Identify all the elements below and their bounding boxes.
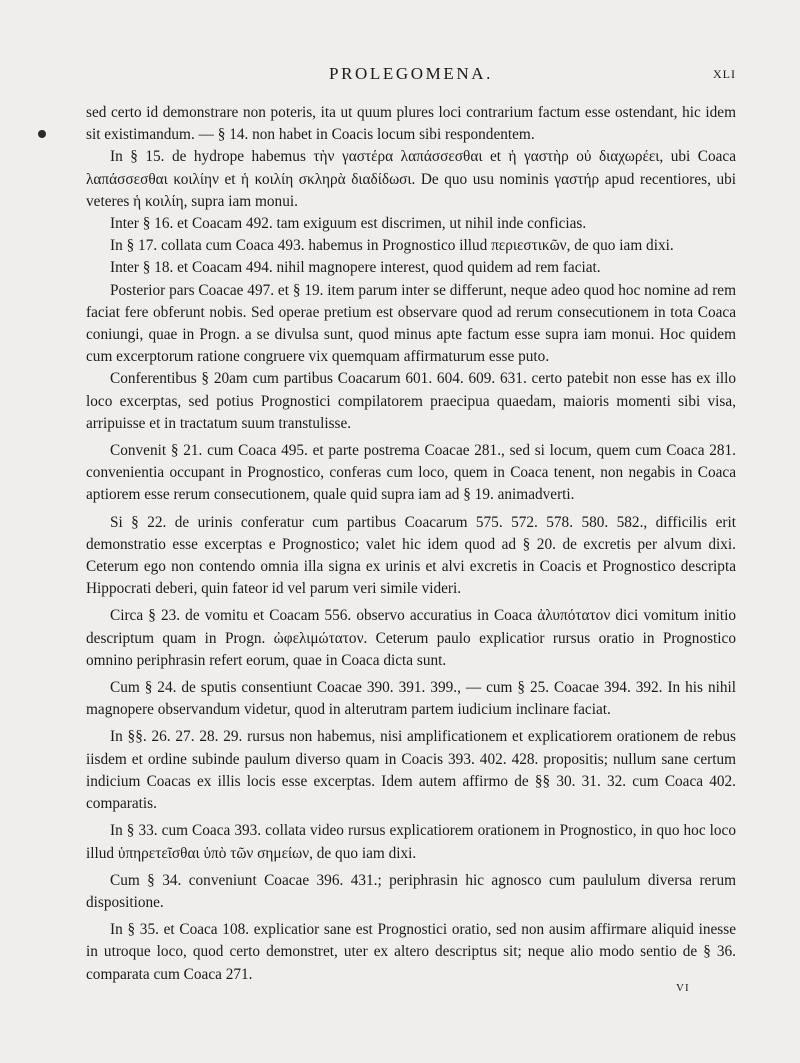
body-text — [86, 102, 736, 986]
paragraph: Convenit § 21. cum Coaca 495. et parte postrema Coacae 281., sed si locum, quem cum Coaca 281. convenientia occupant in Prognostico, conferas cum loco, quem in Coaca tenent, non negabis in Coaca aptiorem esse rerum consecutionem, quale quid supra iam ad § 19. animadverti. — [86, 442, 736, 504]
paragraph: Circa § 23. de vomitu et Coacam 556. observo accuratius in Coaca ἀλυπότατον dici vomitum initio descriptum quam in Progn. ὠφελιμώτατον. Ceterum paulo explicatior rursus oratio in Prognostico omnino periphrasin refert eorum, quae in Coaca dicta sunt. — [86, 607, 736, 669]
paragraph: In § 35. et Coaca 108. explicatior sane est Prognostici oratio, sed non ausim affirmare aliquid inesse in utroque loco, quod certo demonstret, uter ex altero descriptus sit; neque alio modo sentio de § 36. comparata cum Coaca 271. — [86, 921, 736, 983]
signature-mark: VI — [676, 982, 690, 994]
paragraph: Posterior pars Coacae 497. et § 19. item parum inter se differunt, neque adeo quod hoc nomine ad rem faciat fere obferunt nobis. Sed operae pretium est observare quod ad rerum consecutionem in tota Coaca coniungi, quae in Progn. a se divulsa sunt, quod minus apte factum esse supra iam monui. Hoc quidem cum excerptorum ratione congruere vix quemquam affirmaturum esse puto. — [86, 281, 736, 366]
paragraph: sed certo id demonstrare non poteris, ita ut quum plures loci contrarium factum esse ostendant, hic idem sit existimandum. — § 14. non habet in Coacis locum sibi respondentem. — [86, 104, 736, 144]
paragraph: In § 33. cum Coaca 393. collata video rursus explicatiorem orationem in Prognostico, in quo hoc loco illud ὑπηρετεῖσθαι ὑπὸ τῶν σημείων, de quo iam dixi. — [86, 822, 736, 862]
paragraph: In §§. 26. 27. 28. 29. rursus non habemus, nisi amplificationem et explicatiorem orationem de rebus iisdem et ordine subinde paulum diverso quam in Coacis 393. 402. 428. propositis; nullum sane certum indicium Coacas ex illis locis esse excerptas. Idem autem affirmo de §§ 30. 31. 32. cum Coaca 402. comparatis. — [86, 728, 736, 813]
paragraph: In § 17. collata cum Coaca 493. habemus in Prognostico illud περιεστικῶν, de quo iam dixi. — [110, 237, 674, 255]
paragraph: In § 15. de hydrope habemus τὴν γαστέρα λαπάσσεσθαι et ἡ γαστὴρ οὐ διαχωρέει, ubi Coaca λαπάσσεσθαι κοιλίην et ἡ κοιλίη σκληρὰ διαδίδωσι. De quo usu nominis γαστήρ apud recentiores, ubi veteres ἡ κοιλίη, supra iam monui. — [86, 148, 736, 210]
paragraph: Inter § 16. et Coacam 492. tam exiguum est discrimen, ut nihil inde conficias. — [110, 215, 587, 233]
paragraph: Cum § 24. de sputis consentiunt Coacae 390. 391. 399., — cum § 25. Coacae 394. 392. In his nihil magnopere observandum videtur, quod in alterutram partem iudicium inclinare faciat. — [86, 679, 736, 719]
paragraph: Cum § 34. conveniunt Coacae 396. 431.; periphrasin hic agnosco cum paululum diversa rerum dispositione. — [86, 871, 736, 911]
paragraph: Inter § 18. et Coacam 494. nihil magnopere interest, quod quidem ad rem faciat. — [110, 259, 601, 277]
page-number: XLI — [713, 67, 736, 81]
paragraph: Si § 22. de urinis conferatur cum partibus Coacarum 575. 572. 578. 580. 582., difficilis erit demonstratio esse excerptas e Prognostico; valet hic idem quod ad § 20. de excretis per alvum dixi. Ceterum ego non contendo omnia illa signa ex urinis et alvi excretis in Coacis et Prognostico descripta Hippocrati deberi, quin fateor id vel parum veri simile videri. — [86, 513, 736, 598]
margin-ink-dot — [38, 130, 46, 138]
running-title: PROLEGOMENA. — [329, 64, 493, 83]
paragraph: Conferentibus § 20am cum partibus Coacarum 601. 604. 609. 631. certo patebit non esse has ex illo loco excerptas, sed potius Prognostici compilatorem praecipua quaedam, maioris momenti sibi visa, arripuisse et in tractatum suum transtulisse. — [86, 370, 736, 432]
page-header — [86, 64, 736, 88]
